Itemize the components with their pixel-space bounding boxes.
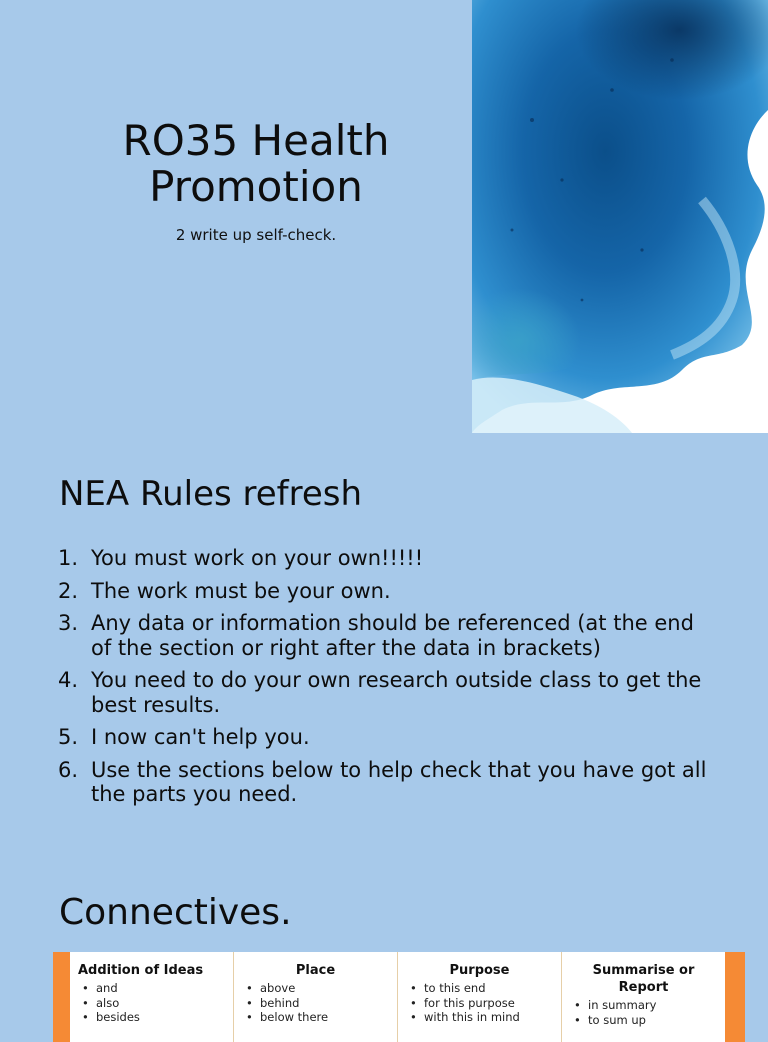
list-number: 6. [58,757,79,782]
list-item [58,758,718,807]
list-item: • besides [82,1010,225,1025]
connectives-heading: Connectives. [59,892,292,933]
list-item: • and [82,981,225,996]
list-item [58,579,718,604]
list-number: 5. [58,725,79,749]
column-heading: Summarise or Report [592,963,695,995]
list-text: Any data or information should be referenced (at the end of the section or right after the data in brackets) [91,611,694,660]
list-item [58,725,718,750]
column-heading: Purpose [449,963,510,978]
column-heading: Addition of Ideas [78,963,204,978]
column-list [406,981,553,1025]
list-text: You need to do your own research outside class to get the best results. [91,668,702,717]
list-item: • below there [246,1010,389,1025]
list-item [58,611,718,660]
list-item: • to this end [410,981,553,996]
title-slide [0,0,768,433]
list-number: 4. [58,668,79,692]
watercolor-art [472,0,768,433]
list-item: • also [82,996,225,1011]
list-item: • with this in mind [410,1010,553,1025]
connectives-table-body [70,952,725,1042]
column-list [242,981,389,1025]
connectives-table [53,952,745,1042]
list-number: 3. [58,611,79,635]
list-item: • above [246,981,389,996]
list-item: • to sum up [574,1013,717,1028]
title-block [40,118,472,244]
connectives-column [70,952,234,1042]
rules-list [58,546,718,815]
column-list [78,981,225,1025]
list-text: I now can't help you. [91,725,310,749]
connectives-column [398,952,562,1042]
slide-subtitle: 2 write up self-check. [175,226,337,244]
column-heading: Place [295,963,336,978]
connectives-column [562,952,725,1042]
list-number: 1. [58,546,79,570]
column-list [570,998,717,1027]
rules-heading: NEA Rules refresh [59,474,363,514]
list-text: The work must be your own. [91,578,391,603]
watercolor-image [472,0,768,433]
list-item [58,668,718,717]
list-text: Use the sections below to help check that you have got all the parts you need. [91,757,707,806]
list-number: 2. [58,578,79,603]
list-item: • in summary [574,998,717,1013]
list-item: • for this purpose [410,996,553,1011]
list-item [58,546,718,571]
list-item: • behind [246,996,389,1011]
list-text: You must work on your own!!!!! [91,546,424,570]
slide-title: RO35 Health Promotion [122,116,390,211]
connectives-column [234,952,398,1042]
